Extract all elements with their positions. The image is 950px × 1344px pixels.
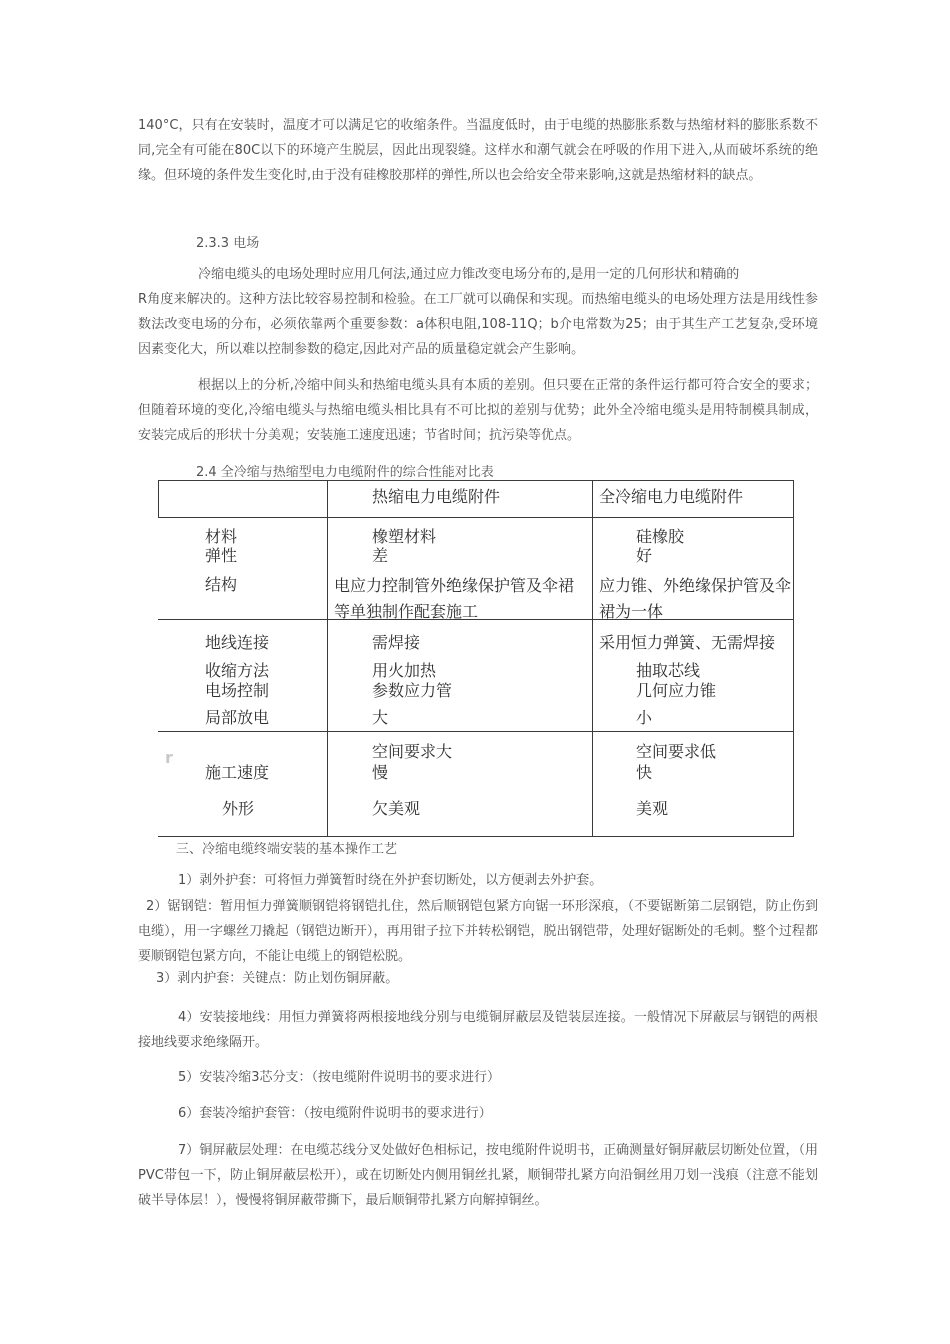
- paragraph-heat-shrink-drawback: 140°C，只有在安装时，温度才可以满足它的收缩条件。当温度低时，由于电缆的热膨胀系数与热缩材料的膨胀系数不同,完全有可能在80C以下的环境产生脱层，因此出现裂缝。这样水和潮气就会在呼吸的作用下进入,从而破坏系统的绝缘。但环境的条件发生变化时,由于没有硅橡胶那样的弹性,所以也会给安全带来影响,这就是热缩材料的缺点。: [138, 118, 818, 183]
- row-hot-grounding: 需焊接: [372, 633, 421, 652]
- row-hot-shrink-method: 用火加热: [372, 661, 437, 680]
- row-label-partial-discharge: 局部放电: [205, 708, 270, 727]
- stray-mark: r: [165, 748, 173, 767]
- row-hot-elasticity: 差: [372, 546, 389, 565]
- row-label-appearance: 外形: [222, 799, 255, 818]
- step-3: 3）剥内护套：关键点：防止划伤铜屏蔽。: [156, 971, 399, 986]
- row-cold-appearance: 美观: [636, 799, 669, 818]
- step-1: 1）剥外护套：可将恒力弹簧暂时绕在外护套切断处，以方便剥去外护套。: [178, 873, 603, 888]
- row-cold-grounding: 采用恒力弹簧、无需焊接: [599, 633, 776, 652]
- paragraph-electric-field-intro: 冷缩电缆头的电场处理时应用几何法,通过应力锥改变电场分布的,是用一定的几何形状和精确的: [198, 267, 740, 282]
- row-hot-space: 空间要求大: [372, 742, 453, 761]
- step-6: 6）套装冷缩护套管：（按电缆附件说明书的要求进行）: [178, 1106, 492, 1121]
- row-cold-elasticity: 好: [636, 546, 653, 565]
- row-cold-material: 硅橡胶: [636, 527, 685, 546]
- step-7: 7）铜屏蔽层处理：在电缆芯线分叉处做好色相标记，按电缆附件说明书，正确测量好铜屏蔽层切断处位置，（用PVC带包一下，防止铜屏蔽层松开），或在切断处内侧用铜丝扎紧，顺铜带扎紧方向沿铜丝用刀划一浅痕（注意不能划破半导体层！），慢慢将铜屏蔽带撕下，最后顺铜带扎紧方向解掉铜丝。: [138, 1143, 818, 1208]
- row-hot-material: 橡塑材料: [372, 527, 437, 546]
- row-cold-space: 空间要求低: [636, 742, 717, 761]
- section-heading-2-3-3: 2.3.3 电场: [196, 236, 260, 251]
- comparison-table: [158, 480, 794, 837]
- row-hot-partial-discharge: 大: [372, 708, 389, 727]
- section-3-title: 三、冷缩电缆终端安装的基本操作工艺: [176, 842, 398, 857]
- row-hot-structure: 电应力控制管外绝缘保护管及伞裙等单独制作配套施工: [334, 576, 575, 621]
- table-header-hot: 热缩电力电缆附件: [372, 487, 501, 506]
- row-hot-field-control: 参数应力管: [372, 681, 453, 700]
- paragraph-electric-field: R角度来解决的。这种方法比较容易控制和检验。在工厂就可以确保和实现。而热缩电缆头的电场处理方法是用线性参数法改变电场的分布，必须依靠两个重要参数：a体积电阻,108-11Q；b介电常数为25；由于其生产工艺复杂,受环境因素变化大，所以难以控制参数的稳定,因此对产品的质量稳定就会产生影响。: [138, 292, 818, 357]
- row-hot-appearance: 欠美观: [372, 799, 421, 818]
- paragraph-analysis: 根据以上的分析,冷缩中间头和热缩电缆头具有本质的差别。但只要在正常的条件运行都可符合安全的要求；但随着环境的变化,冷缩电缆头与热缩电缆头相比具有不可比拟的差别与优势；此外全冷缩电缆头是用特制模具制成，安装完成后的形状十分美观；安装施工速度迅速；节省时间；抗污染等优点。: [138, 378, 818, 443]
- table-header-cold: 全冷缩电力电缆附件: [599, 487, 744, 506]
- step-2: 2）锯钢铠：暂用恒力弹簧顺钢铠将钢铠扎住，然后顺钢铠包紧方向锯一环形深痕，（不要锯断第二层钢铠，防止伤到电缆），用一字螺丝刀撬起（钢铠边断开），再用钳子拉下并转松钢铠，脱出钢铠带，处理好锯断处的毛刺。整个过程都要顺钢铠包紧方向，不能让电缆上的钢铠松脱。: [138, 899, 818, 964]
- row-cold-partial-discharge: 小: [636, 708, 653, 727]
- row-label-field-control: 电场控制: [205, 681, 270, 700]
- row-cold-shrink-method: 抽取芯线: [636, 661, 701, 680]
- row-cold-speed: 快: [636, 763, 653, 782]
- row-label-shrink-method: 收缩方法: [205, 661, 270, 680]
- row-label-speed: 施工速度: [205, 763, 270, 782]
- row-label-structure: 结构: [205, 575, 238, 594]
- row-hot-speed: 慢: [372, 763, 389, 782]
- row-label-elasticity: 弹性: [205, 546, 238, 565]
- row-label-grounding: 地线连接: [205, 633, 270, 652]
- step-5: 5）安装冷缩3芯分支：（按电缆附件说明书的要求进行）: [178, 1070, 501, 1085]
- table-caption: 2.4 全冷缩与热缩型电力电缆附件的综合性能对比表: [196, 465, 494, 480]
- step-4: 4）安装接地线：用恒力弹簧将两根接地线分别与电缆铜屏蔽层及铠装层连接。一般情况下屏蔽层与钢铠的两根接地线要求绝缘隔开。: [138, 1010, 818, 1050]
- row-cold-field-control: 几何应力锥: [636, 681, 717, 700]
- row-cold-structure: 应力锥、外绝缘保护管及伞裙为一体: [599, 576, 792, 621]
- row-label-material: 材料: [205, 527, 238, 546]
